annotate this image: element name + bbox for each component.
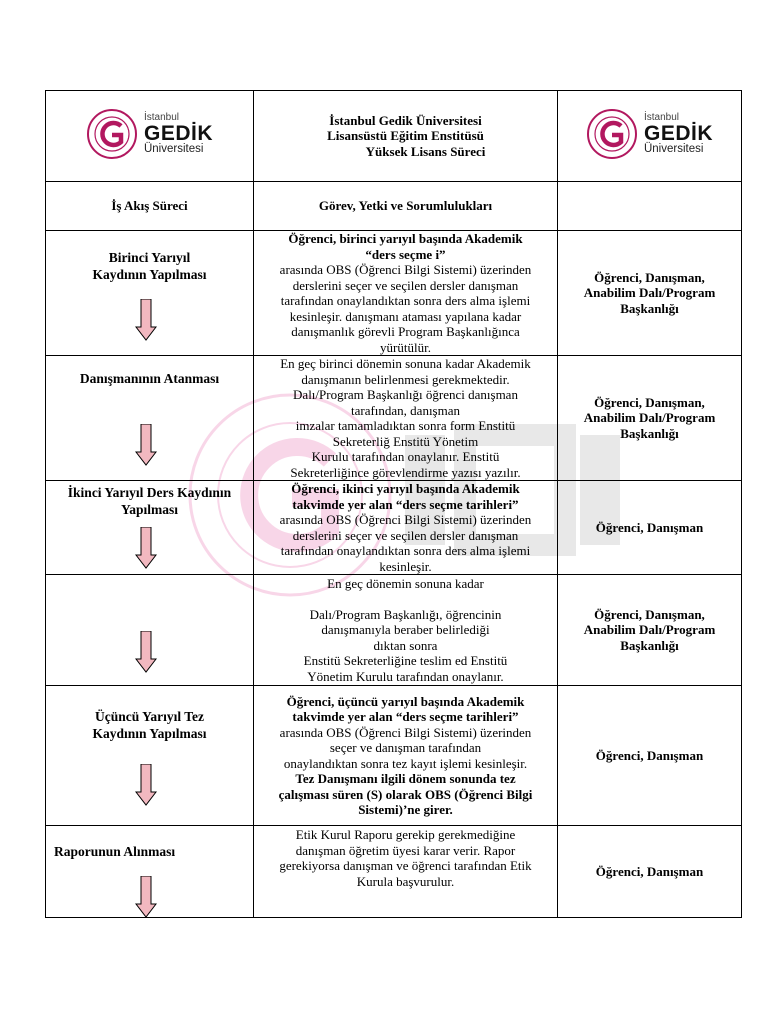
left-logo-cell: [46, 91, 254, 182]
duty-line: Kurulu tarafından onaylanır. Enstitü: [311, 449, 500, 464]
duty-line: [254, 591, 557, 607]
responsible-line: Anabilim Dalı/Program: [583, 410, 716, 426]
step-label-line: Yapılması: [120, 502, 178, 517]
step-label-line: Raporunun Alınması: [54, 844, 176, 859]
duty-line: danışman öğretim üyesi karar verir. Rapor: [295, 842, 516, 858]
duty-line: Dalı/Program Başkanlığı öğrenci danışman: [293, 387, 518, 402]
step-label-line: Birinci Yarıyıl: [108, 250, 191, 265]
column-header-responsible: [558, 182, 742, 231]
responsible-line: Anabilim Dalı/Program: [583, 285, 716, 301]
duty-line: takvimde yer alan “ders seçme tarihleri”: [292, 709, 519, 724]
process-step-3: [46, 481, 254, 575]
duty-line: seçer ve danışman tarafından: [329, 740, 482, 755]
responsible-line: Öğrenci, Danışman,: [594, 606, 705, 622]
duty-line: danışmanlık görevli Program Başkanlığınca: [291, 324, 520, 339]
responsible-line: Öğrenci, Danışman,: [594, 269, 705, 285]
step-label-line: İkinci Yarıyıl Ders Kaydının: [67, 485, 232, 500]
step-label-line: Kaydının Yapılması: [92, 726, 207, 741]
responsible-line: Anabilim Dalı/Program: [583, 622, 716, 638]
process-table: [45, 90, 742, 918]
logo-line1: İstanbul: [143, 112, 180, 123]
title-line: Lisansüstü Eğitim Enstitüsü: [327, 128, 484, 144]
logo-line3: Üniversitesi: [143, 143, 204, 155]
duty-line: dıktan sonra: [373, 637, 438, 653]
seal-icon: [586, 108, 638, 160]
university-logo: [86, 108, 213, 160]
duty-line: tarafından onaylandıktan sonra ders alma işlemi: [280, 293, 531, 308]
duty-line: En geç birinci dönemin sonuna kadar Akademik: [280, 356, 531, 371]
responsible-cell: [558, 575, 742, 686]
down-arrow-icon: [135, 299, 157, 341]
logo-line1: İstanbul: [643, 112, 680, 123]
duty-line: imzalar tamamladıktan sonra form Enstitü: [295, 418, 516, 433]
responsible-line: Öğrenci, Danışman,: [594, 394, 705, 410]
duty-line: danışmanın belirlenmesi gerekmektedir.: [301, 371, 510, 387]
logo-line3: Üniversitesi: [643, 143, 704, 155]
down-arrow-icon: [135, 764, 157, 806]
responsible-cell: [558, 356, 742, 481]
duty-line: Sekreterliğince görevlendirme yazısı yazılır.: [290, 464, 521, 480]
responsible-cell: [558, 481, 742, 575]
duty-line: tarafından, danışman: [350, 402, 460, 418]
column-header-process: İş Akış Süreci: [46, 182, 254, 231]
step-label-line: Kaydının Yapılması: [92, 267, 207, 282]
down-arrow-icon: [135, 631, 157, 673]
logo-line2: GEDİK: [143, 122, 213, 145]
responsible-line: Öğrenci, Danışman: [595, 747, 704, 763]
logo-line2: GEDİK: [643, 122, 713, 145]
duty-line: Sekreterliğ Enstitü Yönetim: [332, 433, 479, 449]
duty-line: Yönetim Kurulu tarafından onaylanır.: [307, 668, 504, 684]
duty-line: Sistemi)’ne girer.: [358, 802, 453, 817]
duty-line: derslerini seçer ve seçilen dersler danışman: [292, 527, 519, 543]
right-logo-cell: [558, 91, 742, 182]
duty-line: Öğrenci, ikinci yarıyıl başında Akademik: [291, 481, 520, 496]
document-title: [254, 91, 558, 182]
duty-line: Enstitü Sekreterliğine teslim ed Enstitü: [303, 653, 508, 669]
duty-line: Tez Danışmanı ilgili dönem sonunda tez: [295, 771, 516, 786]
column-header-duties: Görev, Yetki ve Sorumlulukları: [254, 182, 558, 231]
down-arrow-icon: [135, 527, 157, 569]
duties-cell: [254, 686, 558, 826]
duty-line: Dalı/Program Başkanlığı, öğrencinin: [309, 606, 502, 622]
duty-line: arasında OBS (Öğrenci Bilgi Sistemi) üzerinden: [279, 512, 532, 527]
duty-line: danışmanıyla beraber belirlediği: [321, 622, 490, 638]
title-line: Yüksek Lisans Süreci: [365, 143, 486, 159]
duty-line: kesinleşir.: [379, 558, 432, 574]
duty-line: yürütülür.: [380, 339, 431, 355]
duties-cell: [254, 231, 558, 356]
process-step-4: [46, 575, 254, 686]
duty-line: onaylandıktan sonra tez kayıt işlemi kesinleşir.: [283, 755, 528, 771]
process-step-6: [46, 826, 254, 918]
step-label-line: Danışmanının Atanması: [79, 371, 220, 386]
duty-line: takvimde yer alan “ders seçme tarihleri”: [292, 496, 519, 512]
responsible-line: Öğrenci, Danışman: [595, 519, 704, 535]
duties-cell: [254, 481, 558, 575]
duty-line: kesinleşir. danışmanı ataması yapılana kadar: [289, 308, 522, 324]
duties-cell: [254, 356, 558, 481]
responsible-line: Başkanlığı: [620, 425, 679, 441]
down-arrow-icon: [135, 876, 157, 918]
duty-line: arasında OBS (Öğrenci Bilgi Sistemi) üzerinden: [279, 724, 532, 740]
duties-cell: [254, 826, 558, 918]
down-arrow-icon: [135, 424, 157, 466]
university-logo: [586, 108, 713, 160]
step-label-line: Üçüncü Yarıyıl Tez: [94, 709, 204, 724]
duty-line: gerekiyorsa danışman ve öğrenci tarafından Etik: [279, 858, 532, 873]
title-line: İstanbul Gedik Üniversitesi: [329, 112, 482, 128]
process-step-2: [46, 356, 254, 481]
duty-line: tarafından onaylandıktan sonra ders alma işlemi: [280, 543, 531, 558]
seal-icon: [86, 108, 138, 160]
process-step-1: [46, 231, 254, 356]
duty-line: çalışması süren (S) olarak OBS (Öğrenci Bilgi: [278, 786, 533, 802]
responsible-cell: [558, 231, 742, 356]
responsible-cell: [558, 686, 742, 826]
duty-line: Öğrenci, birinci yarıyıl başında Akademik: [288, 231, 523, 246]
process-step-5: [46, 686, 254, 826]
duty-line: derslerini seçer ve seçilen dersler danışman: [292, 277, 519, 293]
duty-line: Öğrenci, üçüncü yarıyıl başında Akademik: [286, 693, 525, 709]
responsible-cell: [558, 826, 742, 918]
responsible-line: Öğrenci, Danışman: [595, 863, 704, 879]
duty-line: En geç dönemin sonuna kadar: [327, 575, 484, 591]
duties-cell: [254, 575, 558, 686]
responsible-line: Başkanlığı: [620, 300, 679, 316]
responsible-line: Başkanlığı: [620, 637, 679, 653]
duty-line: “ders seçme i”: [365, 246, 446, 262]
duty-line: Kurula başvurulur.: [356, 873, 455, 889]
duty-line: Etik Kurul Raporu gerekip gerekmediğine: [295, 827, 516, 842]
duty-line: arasında OBS (Öğrenci Bilgi Sistemi) üzerinden: [279, 262, 532, 277]
